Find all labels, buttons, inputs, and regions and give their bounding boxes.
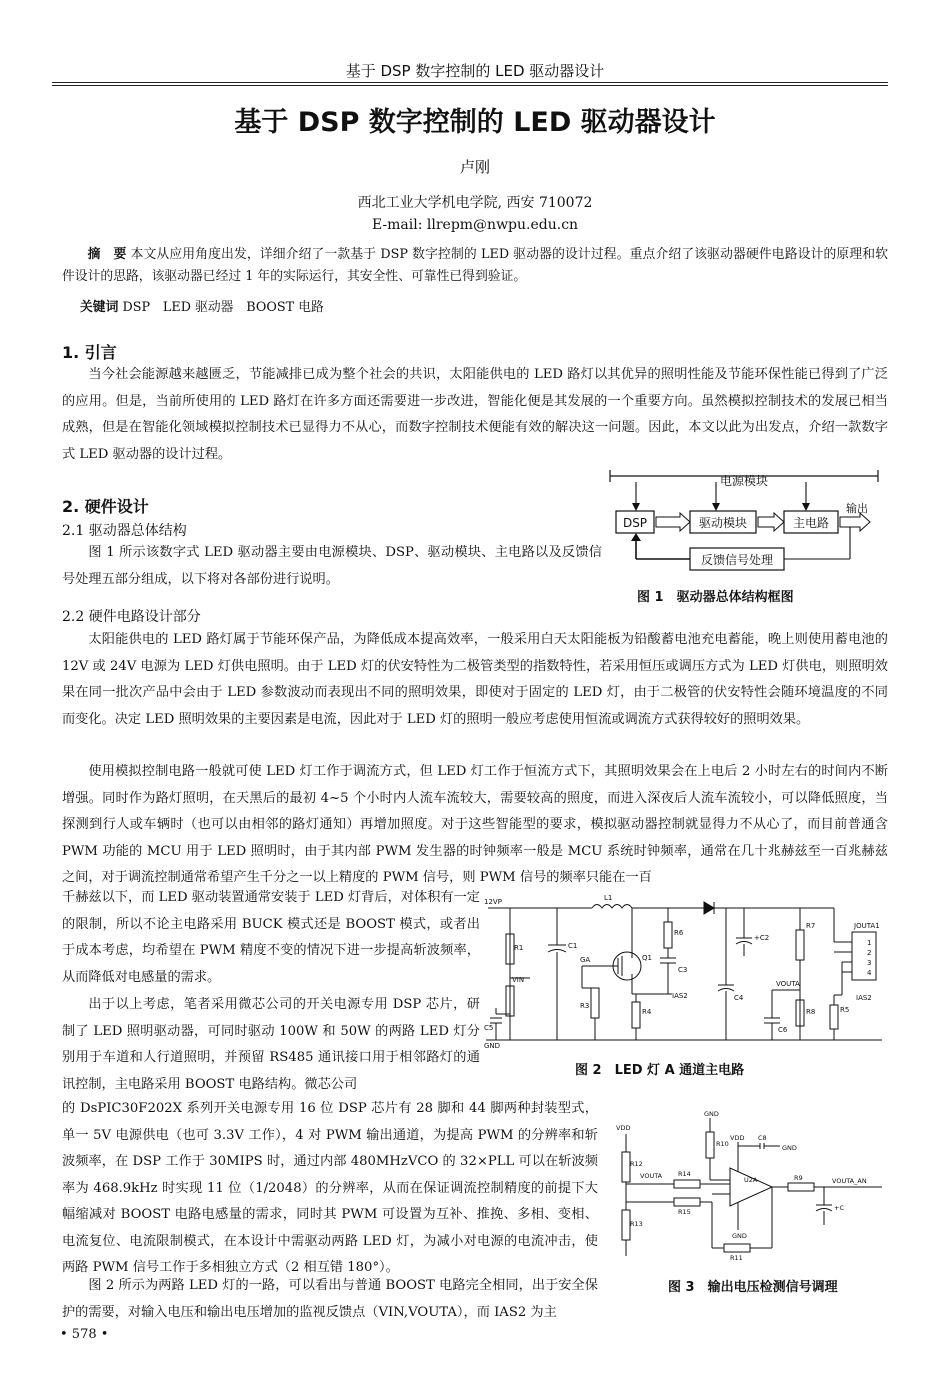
inductor-l1: [592, 905, 632, 909]
keywords-text: DSP LED 驱动器 BOOST 电路: [122, 300, 324, 315]
subsection-2-2-para-a: 太阳能供电的 LED 路灯属于节能环保产品，为降低成本提高效率，一般采用白天太阳能板为铅酸蓄电池充电蓄能，晚上则使用蓄电池的 12V 或 24V 电源为 LED 灯供电照明。由于 LED 灯的伏安特性为二极管类型的指数特性，若采用恒压或调压方式为 LED 灯供电，则照明效果在同一批次产品中会由于 LED 参数波动而表现出不同的照明效果，即使对于固定的 LED 灯，由于二极管的伏安特性会随环境温度的不同而变化。决定 LED 照明效果的主要因素是电流，因此对于 LED 灯的照明一般应考虑使用恒流或调流方式获得较好的照明效果。: [62, 632, 888, 727]
arrow-driver-to-main: [758, 513, 784, 531]
subsection-2-2-para-b-cont: 千赫兹以下，而 LED 驱动装置通常安装于 LED 灯背后，对体积有一定的限制，所以不论主电路采用 BUCK 模式还是 BOOST 模式，或者出于成本考虑，均希望在 PWM 精度不变的情况下进一步提高斩波频率，从而降低对电感量的需求。: [62, 890, 480, 985]
subsection-2-2-para-e: 图 2 所示为两路 LED 灯的一路，可以看出与普通 BOOST 电路完全相同，出于安全保护的需要，对输入电压和输出电压增加的监视反馈点（VIN,VOUTA），而 IAS2 为主: [62, 1278, 598, 1320]
figure-3-circuit: [612, 1110, 894, 1270]
feedback-label: 反馈信号处理: [700, 553, 774, 567]
abstract: [62, 244, 888, 288]
circuit-label: R9: [794, 1174, 803, 1182]
circuit-label: GND: [782, 1144, 797, 1152]
circuit-label: IAS2: [672, 992, 688, 1000]
circuit-label: VDD: [730, 1134, 745, 1142]
circuit-label: +C2: [754, 934, 770, 942]
circuit-label: 4: [867, 969, 872, 977]
subsection-2-2-para-c: 出于以上考虑，笔者采用微芯公司的开关电源专用 DSP 芯片，研制了 LED 照明驱动器，可同时驱动 100W 和 50W 的两路 LED 灯分别用于车道和人行道照明，并预留 RS485 通讯接口用于相邻路灯的通讯控制，主电路采用 BOOST 电路结构。微芯公司: [62, 997, 480, 1092]
circuit-label: R10: [716, 1140, 729, 1148]
opamp-u2a: [730, 1168, 772, 1206]
resistor-r6: [664, 922, 672, 948]
subsection-2-2-heading: 2.2 硬件电路设计部分: [62, 609, 201, 625]
capacitor-c4: [718, 989, 734, 992]
capacitor-c: [816, 1209, 832, 1212]
figure-1-caption: 图 1 驱动器总体结构框图: [637, 590, 794, 605]
circuit-label: R14: [678, 1170, 691, 1178]
dsp-label: DSP: [622, 516, 648, 530]
circuit-label: R5: [840, 1006, 850, 1014]
output-arrow: [840, 513, 870, 531]
circuit-label: GND: [732, 1232, 747, 1240]
section-1-heading: 1. 引言: [62, 343, 117, 362]
subsection-2-1-heading: 2.1 驱动器总体结构: [62, 523, 187, 539]
circuit-label: R7: [806, 922, 816, 930]
circuit-label: VIN: [512, 976, 525, 984]
subsection-2-2-para-d: 的 DsPIC30F202X 系列开关电源专用 16 位 DSP 芯片有 28 脚和 44 脚两种封装型式，单一 5V 电源供电（也可 3.3V 工作），4 对 PWM 输出通道，为提高 PWM 的分辨率和斩波频率，在 DSP 工作于 30MIPS 时，通过内部 480MHzVCO 的 32×PLL 可以在斩波频率为 468.9kHz 时实现 11 位（1/2048）的分辨率，从而在保证调流控制精度的前提下大幅缩减对 BOOST 电路电感量的需求，同时其 PWM 可设置为互补、推挽、多相、变相、电流复位、电流限制模式，在本设计中需驱动两路 LED 灯，为减小对电源的电流冲击，使两路 PWM 信号工作于多相独立方式（2 相互错 180°）。: [62, 1101, 598, 1275]
email: E-mail: llrepm@nwpu.edu.cn: [371, 217, 579, 233]
resistor-r5: [830, 1005, 838, 1029]
circuit-label: C1: [568, 942, 578, 950]
circuit-label: VOUTA: [640, 1172, 663, 1180]
resistor-r7: [796, 930, 804, 960]
circuit-label: L1: [604, 894, 613, 902]
circuit-label: GND: [484, 1042, 501, 1050]
circuit-label: GND: [704, 1110, 719, 1118]
circuit-label: IAS2: [856, 994, 872, 1002]
circuit-label: R6: [674, 929, 684, 937]
circuit-label: R13: [630, 1220, 643, 1228]
figure-3-caption: 图 3 输出电压检测信号调理: [668, 1280, 838, 1295]
circuit-label: 2: [867, 949, 872, 957]
author: 卢刚: [459, 158, 490, 176]
keywords: [80, 296, 324, 315]
circuit-label: C8: [758, 1134, 767, 1142]
circuit-label: JOUTA1: [854, 922, 880, 930]
resistor-r11: [724, 1244, 750, 1252]
section-1-para: 当今社会能源越来越匮乏，节能减排已成为整个社会的共识，太阳能供电的 LED 路灯以其优异的照明性能及节能环保性能已得到了广泛的应用。但是，当前所使用的 LED 路灯在许多方面还需要进一步改进，智能化便是其发展的一个重要方向。虽然模拟控制技术的发展已相当成熟，但是在智能化领域模拟控制技术已显得力不从心，而数字控制技术便能有效的解决这一问题。因此，本文以此为出发点，介绍一款数字式 LED 驱动器的设计过程。: [62, 367, 888, 462]
capacitor-c2: [736, 942, 752, 945]
section-2-heading: 2. 硬件设计: [62, 497, 149, 516]
power-module-label: 电源模块: [719, 474, 769, 488]
main-circuit-label: 主电路: [792, 516, 830, 530]
resistor-r14: [674, 1180, 700, 1188]
affiliation: 西北工业大学机电学院, 西安 710072: [357, 195, 593, 211]
circuit-label: +C: [834, 1204, 844, 1212]
circuit-label: R11: [730, 1254, 743, 1262]
resistor-r10: [706, 1132, 714, 1158]
capacitor-c1: [548, 950, 566, 953]
output-label: 输出: [846, 502, 868, 515]
circuit-label: C3: [678, 966, 688, 974]
resistor-r12: [622, 1152, 630, 1182]
running-header: 基于 DSP 数字控制的 LED 驱动器设计: [345, 62, 605, 80]
circuit-label: C5: [484, 1024, 494, 1032]
circuit-label: R4: [642, 1008, 652, 1016]
subsection-2-2-para-b: 使用模拟控制电路一般就可使 LED 灯工作于调流方式，但 LED 灯工作于恒流方式下，其照明效果会在上电后 2 小时左右的时间内不断增强。同时作为路灯照明，在天黑后的最初 4~5 个小时内人流车流较大，需要较高的照度，而进入深夜后人流车流较小，可以降低照度，当探测到行人或车辆时（也可以由相邻的路灯通知）再增加照度。对于这些智能型的要求，模拟驱动器控制就显得力不从心了，而目前普通含 PWM 功能的 MCU 用于 LED 照明时，由于其内部 PWM 发生器的时钟频率一般是 MCU 系统时钟频率，通常在几十兆赫兹至一百兆赫兹之间，对于调流控制通常希望产生千分之一以上精度的 PWM 信号，则 PWM 信号的频率只能在一百: [62, 764, 888, 885]
resistor-r15: [674, 1198, 700, 1206]
arrow-dsp-to-driver: [656, 513, 690, 531]
resistor-r4: [632, 1002, 640, 1028]
figure-2-circuit: [482, 890, 890, 1060]
connector-jouta1: [852, 932, 876, 980]
figure-2-caption: 图 2 LED 灯 A 通道主电路: [575, 1063, 745, 1078]
resistor-r3: [591, 988, 599, 1018]
circuit-label: R15: [678, 1208, 691, 1216]
figure-1-block-diagram: [606, 466, 891, 578]
circuit-label: C6: [778, 1026, 788, 1034]
abstract-text: 本文从应用角度出发，详细介绍了一款基于 DSP 数字控制的 LED 驱动器的设计过程。重点介绍了该驱动器硬件电路设计的原理和软件设计的思路，该驱动器已经过 1 年的实际运行，其安全性、可靠性已得到验证。: [62, 247, 888, 284]
paper-title: 基于 DSP 数字控制的 LED 驱动器设计: [234, 107, 716, 138]
subsection-2-1-para: 图 1 所示该数字式 LED 驱动器主要由电源模块、DSP、驱动模块、主电路以及反馈信号处理五部分组成，以下将对各部份进行说明。: [62, 545, 602, 587]
circuit-label: 3: [867, 959, 872, 967]
keywords-label: 关键词: [80, 300, 119, 315]
circuit-label: VDD: [616, 1124, 631, 1132]
circuit-label: R1: [514, 944, 524, 952]
circuit-label: GA: [580, 956, 591, 964]
circuit-label: U2A: [744, 1176, 758, 1184]
circuit-label: 12VP: [484, 898, 502, 906]
header-rule: [52, 82, 888, 86]
resistor-r9: [788, 1183, 814, 1191]
circuit-label: R12: [630, 1160, 643, 1168]
circuit-label: C4: [734, 994, 744, 1002]
circuit-label: R3: [580, 1002, 590, 1010]
circuit-label: VOUTA: [776, 980, 800, 988]
abstract-label: 摘 要: [87, 247, 127, 262]
circuit-label: VOUTA_AN: [832, 1177, 867, 1185]
resistor-r13: [622, 1210, 630, 1240]
circuit-label: 1: [867, 939, 872, 947]
circuit-label: R8: [806, 1008, 816, 1016]
driver-label: 驱动模块: [698, 516, 748, 530]
circuit-label: Q1: [642, 954, 652, 962]
page-number: • 578 •: [60, 1327, 109, 1342]
